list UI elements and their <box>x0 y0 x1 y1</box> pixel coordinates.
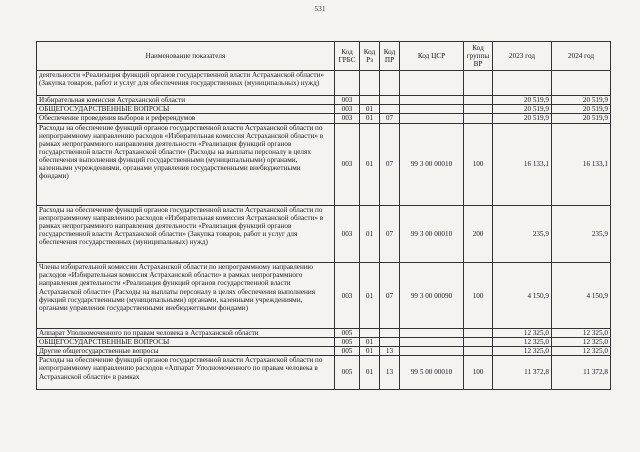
cell-y2024: 11 372,8 <box>552 356 611 389</box>
cell-name: Другие общегосударственные вопросы <box>37 347 335 356</box>
cell-y2023: 235,9 <box>493 205 552 263</box>
cell-y2024: 12 325,0 <box>552 329 611 338</box>
cell-y2023 <box>493 71 552 96</box>
cell-csr: 99 3 00 00010 <box>400 123 464 205</box>
cell-y2023: 12 325,0 <box>493 338 552 347</box>
cell-name: Расходы на обеспечение функций органов государственной власти Астраханской области по непрограммному направлению расходов «Аппарат Уполномоченного по правам человека в Астраханской области» в рамках <box>37 356 335 389</box>
cell-vr <box>464 347 493 356</box>
header-row <box>37 42 611 71</box>
table-body <box>37 71 611 390</box>
table-row <box>37 123 611 205</box>
cell-csr <box>400 96 464 105</box>
table-row <box>37 114 611 123</box>
table-row <box>37 71 611 96</box>
table-row <box>37 263 611 329</box>
cell-y2023: 20 519,9 <box>493 96 552 105</box>
cell-rz: 01 <box>360 356 380 389</box>
table-row <box>37 347 611 356</box>
header-2023: 2023 год <box>493 42 552 71</box>
header-name: Наименование показателя <box>37 42 335 71</box>
cell-grbs: 003 <box>335 96 360 105</box>
cell-csr: 99 3 00 00010 <box>400 205 464 263</box>
header-vr: Код группы ВР <box>464 42 493 71</box>
cell-rz <box>360 329 380 338</box>
cell-name: ОБЩЕГОСУДАРСТВЕННЫЕ ВОПРОСЫ <box>37 105 335 114</box>
page-number: 531 <box>314 4 326 13</box>
cell-grbs: 003 <box>335 114 360 123</box>
table-row <box>37 338 611 347</box>
table-row <box>37 105 611 114</box>
cell-y2023: 12 325,0 <box>493 347 552 356</box>
cell-vr: 100 <box>464 356 493 389</box>
cell-vr <box>464 329 493 338</box>
cell-vr <box>464 338 493 347</box>
cell-pr <box>380 105 400 114</box>
cell-y2024: 12 325,0 <box>552 347 611 356</box>
cell-y2023: 12 325,0 <box>493 329 552 338</box>
cell-name: Избирательная комиссия Астраханской области <box>37 96 335 105</box>
table-row <box>37 205 611 263</box>
cell-csr <box>400 338 464 347</box>
budget-table <box>36 41 611 390</box>
cell-vr: 200 <box>464 205 493 263</box>
cell-grbs <box>335 71 360 96</box>
cell-pr <box>380 96 400 105</box>
cell-y2024 <box>552 71 611 96</box>
header-csr: Код ЦСР <box>400 42 464 71</box>
header-rz: Код Рз <box>360 42 380 71</box>
cell-vr <box>464 96 493 105</box>
cell-y2024: 4 150,9 <box>552 263 611 329</box>
cell-y2024: 20 519,9 <box>552 96 611 105</box>
cell-name: Расходы на обеспечение функций органов государственной власти Астраханской области по непрограммному направлению расходов «Избирательная комиссия Астраханской области» в рамках непрограммного направления деятельности «Реализация функций органов государственной власти Астраханской области» (Расходы на выплаты персоналу в целях обеспечения выполнения функций государственными (муниципальными) органами, казенными учреждениями, органами управления государственными внебюджетными фондами) <box>37 123 335 205</box>
cell-vr: 100 <box>464 263 493 329</box>
table-row <box>37 356 611 389</box>
cell-pr: 07 <box>380 114 400 123</box>
cell-name: Аппарат Уполномоченного по правам человека в Астраханской области <box>37 329 335 338</box>
cell-rz: 01 <box>360 338 380 347</box>
cell-y2023: 4 150,9 <box>493 263 552 329</box>
cell-csr <box>400 329 464 338</box>
cell-name: Расходы на обеспечение функций органов государственной власти Астраханской области по непрограммному направлению расходов «Избирательная комиссия Астраханской области» в рамках непрограммного направления деятельности «Реализация функций органов государственной власти Астраханской области» (Закупка товаров, работ и услуг для обеспечения государственных (муниципальных) нужд) <box>37 205 335 263</box>
cell-vr <box>464 71 493 96</box>
cell-grbs: 003 <box>335 263 360 329</box>
cell-rz <box>360 71 380 96</box>
cell-pr: 07 <box>380 263 400 329</box>
cell-pr: 07 <box>380 123 400 205</box>
cell-rz <box>360 96 380 105</box>
cell-rz: 01 <box>360 263 380 329</box>
cell-y2023: 16 133,1 <box>493 123 552 205</box>
cell-pr: 07 <box>380 205 400 263</box>
table-row <box>37 329 611 338</box>
cell-grbs: 005 <box>335 329 360 338</box>
cell-y2023: 20 519,9 <box>493 105 552 114</box>
cell-csr <box>400 71 464 96</box>
cell-pr: 13 <box>380 347 400 356</box>
cell-vr: 100 <box>464 123 493 205</box>
header-pr: Код ПР <box>380 42 400 71</box>
cell-name: ОБЩЕГОСУДАРСТВЕННЫЕ ВОПРОСЫ <box>37 338 335 347</box>
cell-rz: 01 <box>360 205 380 263</box>
cell-rz: 01 <box>360 347 380 356</box>
cell-grbs: 003 <box>335 123 360 205</box>
cell-y2024: 20 519,9 <box>552 114 611 123</box>
cell-y2023: 11 372,8 <box>493 356 552 389</box>
cell-csr <box>400 105 464 114</box>
cell-grbs: 005 <box>335 347 360 356</box>
cell-rz: 01 <box>360 114 380 123</box>
cell-pr <box>380 71 400 96</box>
table-row <box>37 96 611 105</box>
cell-grbs: 005 <box>335 356 360 389</box>
cell-csr: 99 3 00 00090 <box>400 263 464 329</box>
cell-y2024: 20 519,9 <box>552 105 611 114</box>
cell-name: Члены избирательной комиссии Астраханской области по непрограммному направлению расходов «Избирательная комиссия Астраханской области» в рамках непрограммного направления деятельности «Реализация функций органов государственной власти Астраханской области» (Расходы на выплаты персоналу в целях обеспечения выполнения функций государственными (муниципальными) органами, казенными учреждениями, органами управления государственными внебюджетными фондами) <box>37 263 335 329</box>
cell-grbs: 003 <box>335 105 360 114</box>
cell-name: деятельности «Реализация функций органов государственной власти Астраханской области» (Закупка товаров, работ и услуг для обеспечения государственных (муниципальных) нужд) <box>37 71 335 96</box>
cell-grbs: 005 <box>335 338 360 347</box>
cell-grbs: 003 <box>335 205 360 263</box>
cell-vr <box>464 105 493 114</box>
cell-name: Обеспечение проведения выборов и референдумов <box>37 114 335 123</box>
header-grbs: Код ГРБС <box>335 42 360 71</box>
cell-y2024: 16 133,1 <box>552 123 611 205</box>
cell-csr <box>400 114 464 123</box>
cell-pr <box>380 338 400 347</box>
cell-pr: 13 <box>380 356 400 389</box>
cell-y2024: 235,9 <box>552 205 611 263</box>
cell-csr: 99 5 00 00010 <box>400 356 464 389</box>
cell-rz: 01 <box>360 105 380 114</box>
cell-y2023: 20 519,9 <box>493 114 552 123</box>
cell-csr <box>400 347 464 356</box>
cell-pr <box>380 329 400 338</box>
header-2024: 2024 год <box>552 42 611 71</box>
cell-vr <box>464 114 493 123</box>
cell-y2024: 12 325,0 <box>552 338 611 347</box>
cell-rz: 01 <box>360 123 380 205</box>
